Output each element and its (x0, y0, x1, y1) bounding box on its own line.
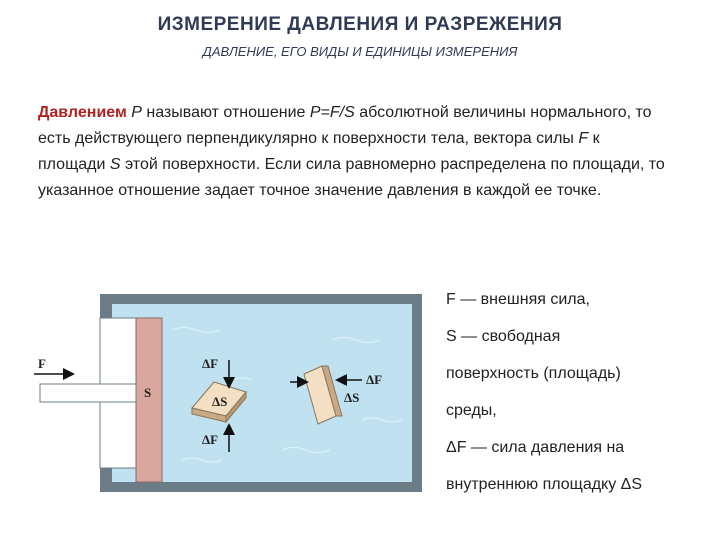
legend-line-5: ΔF — сила давления на (446, 439, 625, 456)
pressure-diagram (32, 290, 432, 500)
surface-label-s: S (144, 385, 152, 400)
force-label-df-bottom: ΔF (202, 432, 219, 447)
force-label-df-right: ΔF (366, 372, 383, 387)
force-label-f: F (38, 356, 46, 371)
definition-text-5: этой поверхности. Если сила равномерно распределена по площади, то указанное отношение задает точное значение давления в каждой ее точке. (38, 156, 665, 199)
legend-line-2: S — свободная (446, 328, 561, 345)
area-label-left: ΔS (212, 394, 228, 409)
pressure-formula: P=F/S (309, 104, 355, 121)
piston-rod (40, 384, 136, 402)
legend-line-6: внутреннюю площадку ΔS (446, 476, 643, 493)
definition-text-4: к площади (38, 130, 600, 173)
legend-line-1: F — внешняя сила, (446, 291, 590, 308)
area-label-right: ΔS (344, 390, 360, 405)
definition-text-2: называют отношение (141, 104, 310, 121)
force-label-df-top: ΔF (202, 356, 219, 371)
symbol-s: S (109, 156, 121, 173)
definition-paragraph (38, 100, 668, 204)
legend-line-4: среды, (446, 402, 497, 419)
symbol-p: P (131, 104, 142, 121)
definition-term: Давлением (38, 104, 127, 121)
symbol-f: F (578, 130, 589, 147)
slide-title: ИЗМЕРЕНИЕ ДАВЛЕНИЯ И РАЗРЕЖЕНИЯ (157, 14, 563, 35)
slide-subtitle: ДАВЛЕНИЕ, ЕГО ВИДЫ И ЕДИНИЦЫ ИЗМЕРЕНИЯ (202, 44, 518, 59)
legend-line-3: поверхность (площадь) (446, 365, 621, 382)
definition-text-3: абсолютной величины нормального, то есть действующего перпендикулярно к поверхности тела, вектора силы (38, 104, 652, 147)
piston (136, 318, 162, 482)
legend (446, 286, 706, 508)
